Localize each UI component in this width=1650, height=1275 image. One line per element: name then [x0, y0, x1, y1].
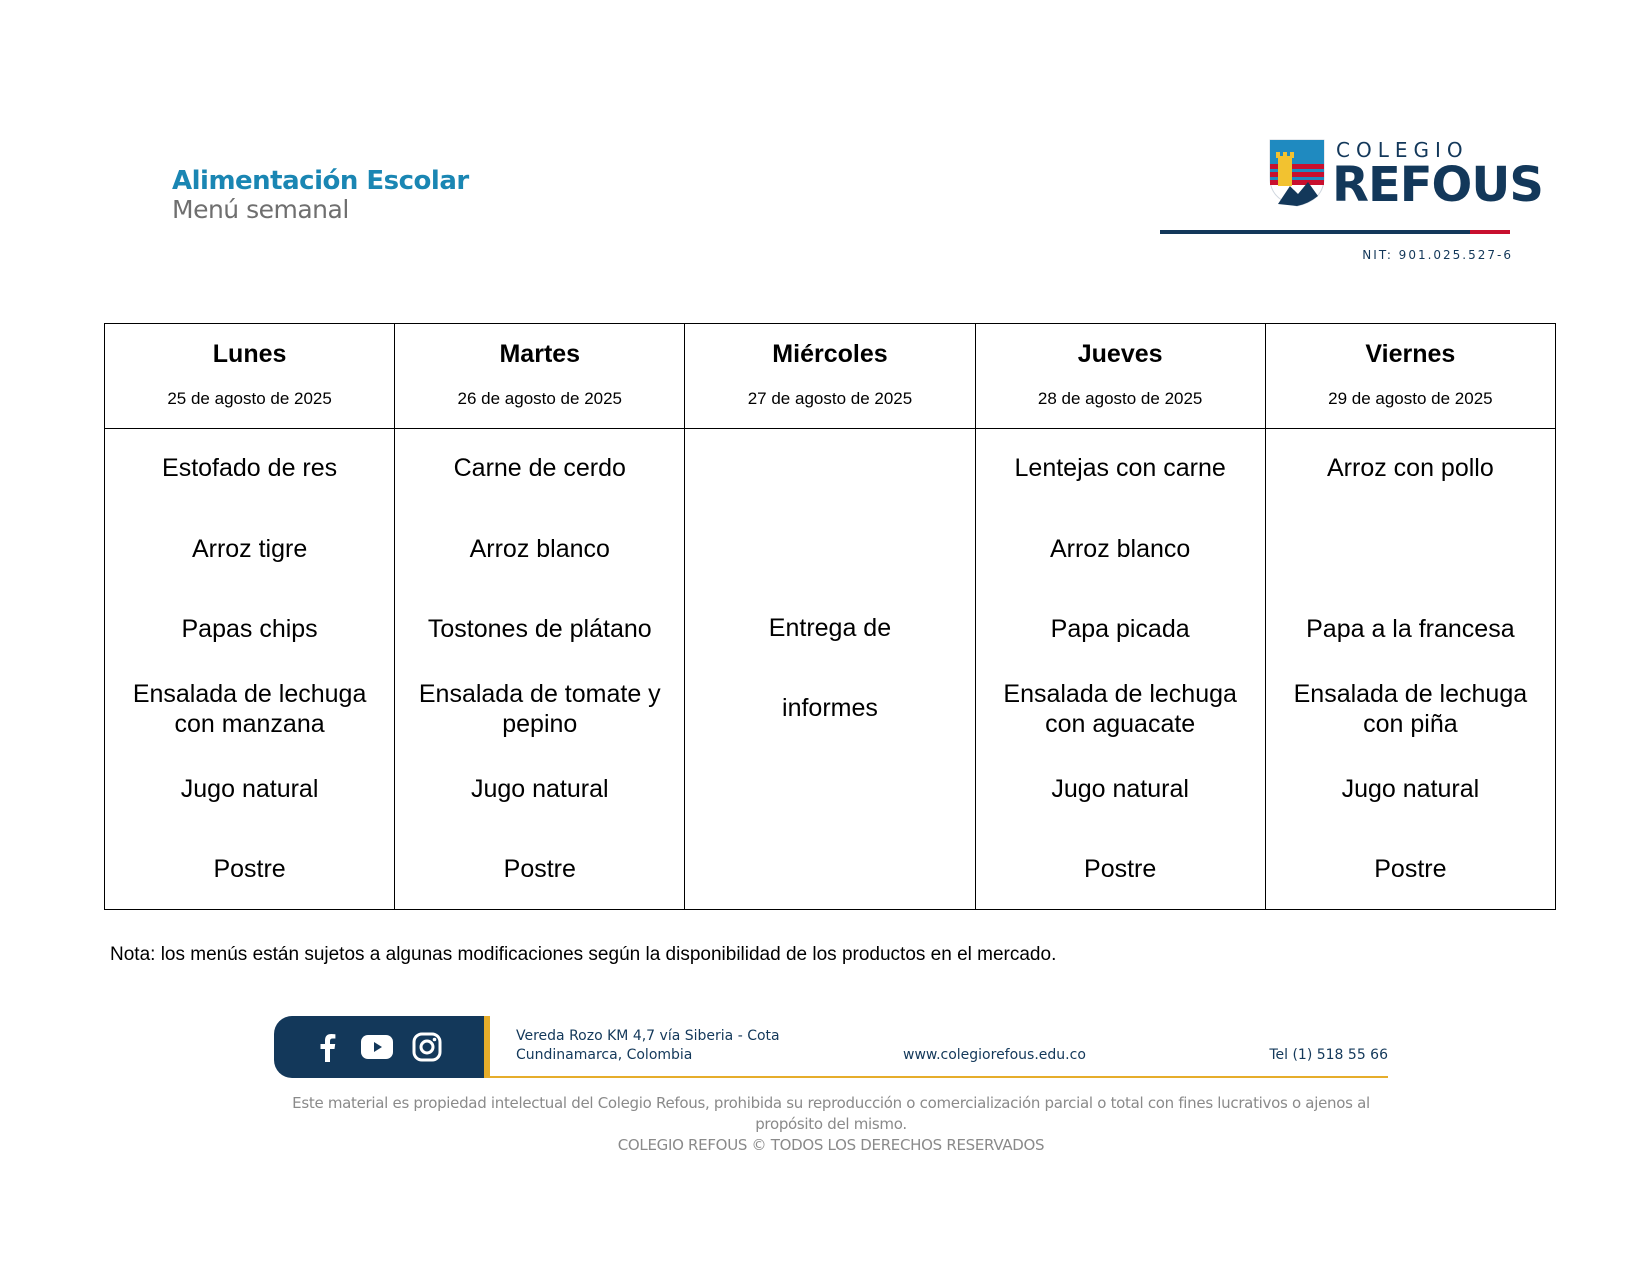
menu-item: Lentejas con carne: [1014, 454, 1226, 482]
menu-item: Ensalada de tomate y pepino: [418, 680, 661, 738]
footer-divider: [490, 1076, 1388, 1078]
menu-item: Postre: [1374, 855, 1447, 883]
menu-item: Postre: [503, 855, 576, 883]
menu-item: Papas chips: [181, 615, 318, 643]
menu-note: Nota: los menús están sujetos a algunas modificaciones según la disponibilidad de los productos en el mercado.: [110, 944, 1057, 965]
menu-item: Papa picada: [1050, 615, 1190, 643]
day-header-martes: [395, 324, 685, 429]
menu-item: Carne de cerdo: [453, 454, 626, 482]
footer-website-link[interactable]: www.colegiorefous.edu.co: [903, 1047, 1086, 1063]
menu-item: Ensalada de lechuga con piña: [1293, 680, 1528, 738]
menu-item: Jugo natural: [1341, 775, 1480, 803]
school-logo: [1160, 134, 1543, 264]
header-title-block: [172, 166, 469, 224]
instagram-icon[interactable]: [410, 1030, 444, 1064]
day-name: Miércoles: [772, 340, 888, 368]
day-header-viernes: [1265, 324, 1555, 429]
day-date: 29 de agosto de 2025: [1328, 389, 1493, 408]
footer-gold-accent: [484, 1016, 490, 1078]
legal-line: COLEGIO REFOUS © TODOS LOS DERECHOS RESERVADOS: [617, 1136, 1045, 1154]
day-name: Viernes: [1365, 340, 1456, 368]
footer-address: [516, 1027, 780, 1065]
school-crest-icon: [1268, 138, 1326, 208]
day-date: 28 de agosto de 2025: [1037, 389, 1203, 408]
address-line: Vereda Rozo KM 4,7 vía Siberia - Cota: [516, 1028, 780, 1044]
menu-item: Estofado de res: [162, 454, 338, 482]
weekly-menu-table: [104, 323, 1556, 910]
logo-colegio-text: COLEGIO: [1336, 138, 1469, 162]
menu-cell-jueves: [975, 429, 1265, 910]
menu-item: Ensalada de lechuga con aguacate: [1003, 680, 1237, 738]
page-subtitle: Menú semanal: [172, 195, 349, 224]
logo-divider-accent: [1470, 230, 1510, 234]
day-header-miercoles: [685, 324, 975, 429]
menu-item: Tostones de plátano: [427, 615, 652, 643]
menu-item: Jugo natural: [470, 775, 609, 803]
footer-phone: Tel (1) 518 55 66: [1269, 1047, 1388, 1063]
menu-item: Arroz con pollo: [1327, 454, 1494, 482]
menu-item: Arroz blanco: [469, 535, 610, 563]
day-name: Jueves: [1077, 340, 1163, 368]
day-date: 27 de agosto de 2025: [747, 389, 913, 408]
day-header-jueves: [975, 324, 1265, 429]
menu-cell-viernes: [1265, 429, 1555, 910]
footer-legal: [274, 1093, 1388, 1156]
menu-item: Papa a la francesa: [1306, 615, 1515, 643]
special-notice: [685, 429, 974, 909]
special-notice-line: Entrega de: [768, 614, 892, 642]
special-notice-line: informes: [782, 694, 878, 722]
menu-cell-martes: [395, 429, 685, 910]
youtube-icon[interactable]: [360, 1030, 394, 1064]
day-name: Martes: [499, 340, 581, 368]
menu-item: [1266, 509, 1555, 589]
menu-item: Postre: [213, 855, 286, 883]
menu-item: Jugo natural: [180, 775, 319, 803]
menu-item: Ensalada de lechuga con manzana: [132, 680, 367, 738]
menu-item: Arroz blanco: [1049, 535, 1191, 563]
logo-divider: [1160, 230, 1470, 234]
menu-item: Postre: [1084, 855, 1157, 883]
facebook-icon[interactable]: [310, 1030, 344, 1064]
day-name: Lunes: [212, 340, 287, 368]
day-date: 25 de agosto de 2025: [167, 389, 332, 408]
logo-refous-text: REFOUS: [1332, 157, 1543, 213]
day-header-lunes: [105, 324, 395, 429]
table-menu-row: [105, 429, 1556, 910]
address-line: Cundinamarca, Colombia: [516, 1047, 693, 1063]
menu-cell-lunes: [105, 429, 395, 910]
menu-item: Arroz tigre: [191, 535, 308, 563]
day-date: 26 de agosto de 2025: [457, 389, 623, 408]
table-header-row: [105, 324, 1556, 429]
menu-item: Jugo natural: [1051, 775, 1189, 803]
logo-nit: NIT: 901.025.527-6: [1362, 248, 1513, 262]
page-title: Alimentación Escolar: [172, 166, 469, 196]
menu-cell-miercoles: [685, 429, 975, 910]
legal-line: Este material es propiedad intelectual del Colegio Refous, prohibida su reproducción o comercialización parcial o total con fines lucrativos o ajenos al propósito del mismo.: [292, 1094, 1370, 1133]
